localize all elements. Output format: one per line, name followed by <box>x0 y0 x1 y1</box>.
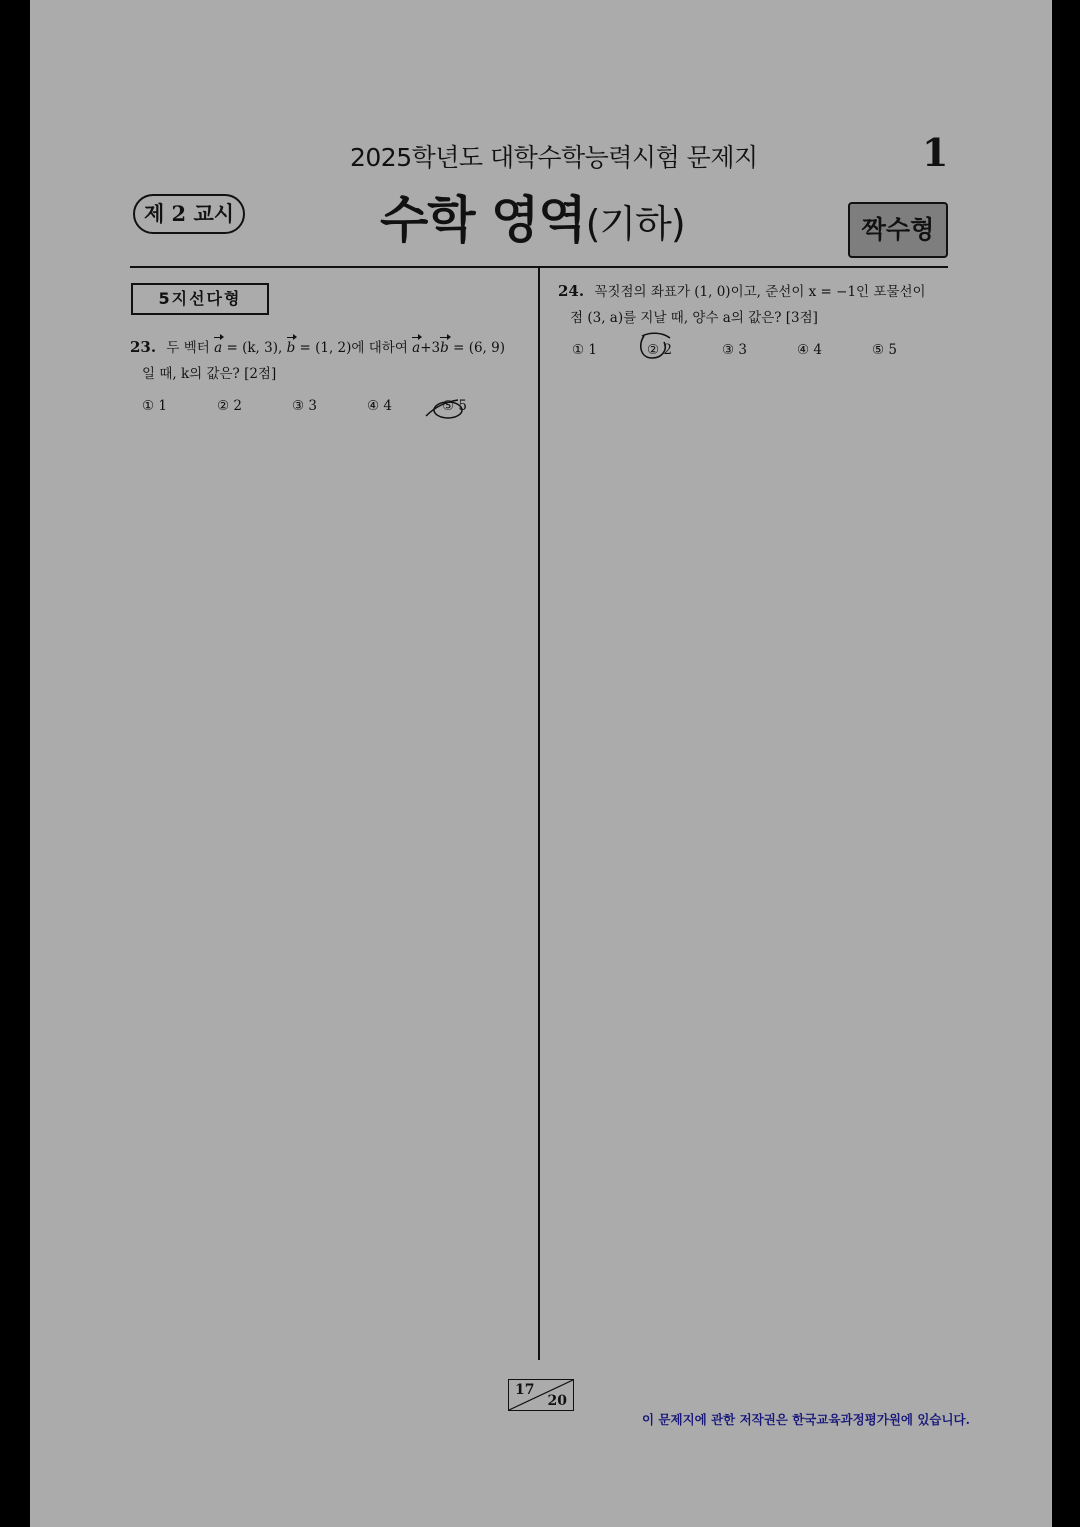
question-text-line2: 점 (3, a)를 지날 때, 양수 a의 값은? [3점] <box>570 310 818 326</box>
vector-a-sum: a <box>412 335 420 361</box>
question-text-line2: 일 때, k의 값은? [2점] <box>142 366 277 382</box>
question-number: 23. <box>130 338 157 356</box>
question-number: 24. <box>558 282 585 300</box>
subject-title <box>380 180 685 252</box>
choice-5[interactable]: ⑤ 5 <box>872 342 897 358</box>
page-counter <box>508 1379 574 1411</box>
subject-main: 수학 영역 <box>380 191 586 249</box>
exam-page <box>30 0 1052 1527</box>
choice-5[interactable]: ⑤ 5 <box>442 398 467 414</box>
page-number: 1 <box>922 130 949 175</box>
column-divider <box>538 268 540 1360</box>
vector-b: b <box>287 335 296 361</box>
vector-a-value: = (k, 3), <box>226 340 283 356</box>
answer-mark-23 <box>424 396 470 424</box>
vector-a: a <box>214 335 222 361</box>
answer-mark-24 <box>636 330 676 364</box>
period-label: 제 2 교시 <box>133 194 245 234</box>
question-23 <box>130 334 530 387</box>
choice-2[interactable]: ② 2 <box>217 398 242 414</box>
current-page: 17 <box>515 1382 535 1398</box>
choice-2[interactable]: ② 2 <box>647 342 672 358</box>
choices-24 <box>572 342 947 358</box>
copyright-notice: 이 문제지에 관한 저작권은 한국교육과정평가원에 있습니다. <box>642 1412 970 1427</box>
choice-3[interactable]: ③ 3 <box>292 398 317 414</box>
vector-b-sum: b <box>440 335 449 361</box>
exam-title: 2025학년도 대학수학능력시험 문제지 <box>350 143 758 172</box>
choice-4[interactable]: ④ 4 <box>367 398 392 414</box>
choice-4[interactable]: ④ 4 <box>797 342 822 358</box>
question-text: 두 벡터 <box>166 340 210 356</box>
choice-1[interactable]: ① 1 <box>142 398 167 414</box>
subject-sub: (기하) <box>585 202 685 246</box>
sum-operator: +3 <box>420 340 441 356</box>
choice-3[interactable]: ③ 3 <box>722 342 747 358</box>
question-24 <box>558 278 958 331</box>
sum-value: = (6, 9) <box>453 340 505 356</box>
section-label: 5지선다형 <box>131 283 269 315</box>
vector-b-value: = (1, 2)에 대하여 <box>299 340 408 356</box>
total-pages: 20 <box>547 1393 567 1409</box>
choice-1[interactable]: ① 1 <box>572 342 597 358</box>
exam-type-badge: 짝수형 <box>848 202 948 258</box>
question-text: 꼭짓점의 좌표가 (1, 0)이고, 준선이 x = −1인 포물선이 <box>594 284 926 300</box>
